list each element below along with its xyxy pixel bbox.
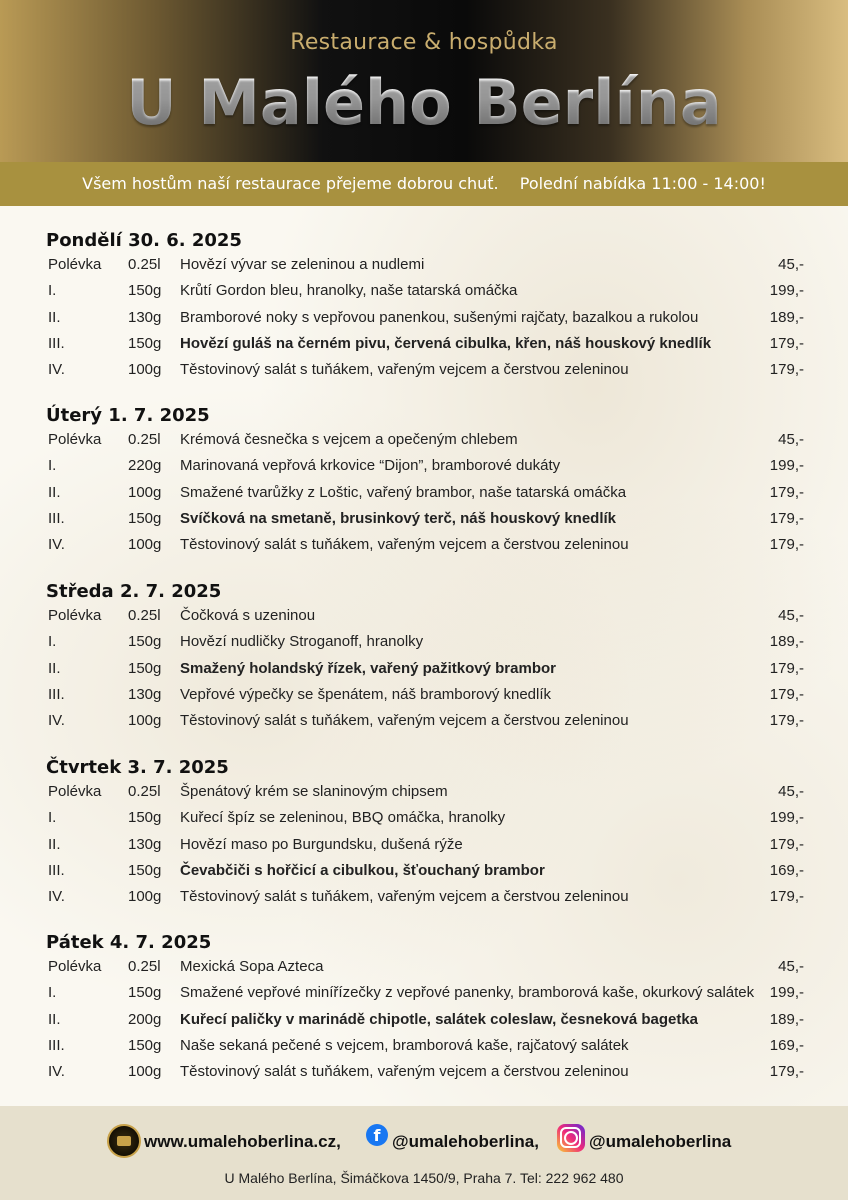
item-number: II. (48, 659, 61, 677)
day-title: Pondělí 30. 6. 2025 (46, 230, 242, 251)
item-number: Polévka (48, 431, 102, 448)
item-number: III. (48, 1036, 65, 1054)
item-name: Mexická Sopa Azteca (180, 958, 324, 975)
item-name: Těstovinový salát s tuňákem, vařeným vejcem a čerstvou zeleninou (180, 888, 629, 906)
restaurant-title: U Malého Berlína (0, 66, 848, 139)
item-price: 45,- (778, 431, 804, 448)
address: U Malého Berlína, Šimáčkova 1450/9, Praha 7. Tel: 222 962 480 (224, 1170, 624, 1186)
item-price: 179,- (769, 888, 804, 906)
item-portion: 0.25l (128, 256, 161, 273)
menu-item-row (0, 536, 848, 562)
item-portion: 100g (128, 483, 162, 501)
item-number: Polévka (48, 783, 102, 800)
item-number: II. (48, 835, 61, 853)
item-name: Těstovinový salát s tuňákem, vařeným vejcem a čerstvou zeleninou (180, 536, 629, 554)
item-price: 45,- (778, 256, 804, 273)
item-name: Marinovaná vepřová krkovice “Dijon”, bramborové dukáty (180, 457, 561, 475)
menu-item-row (0, 836, 848, 862)
day-title: Čtvrtek 3. 7. 2025 (46, 757, 229, 778)
item-name: Svíčková na smetaně, brusinkový terč, náš houskový knedlík (180, 509, 617, 527)
menu-item-row (0, 1063, 848, 1089)
item-number: I. (48, 457, 57, 475)
item-portion: 100g (128, 888, 162, 906)
item-price: 179,- (769, 361, 804, 379)
item-number: Polévka (48, 256, 102, 273)
item-name: Krémová česnečka s vejcem a opečeným chlebem (180, 431, 518, 448)
menu-item-row (0, 1011, 848, 1037)
item-number: IV. (48, 712, 65, 730)
item-name: Kuřecí špíz se zeleninou, BBQ omáčka, hranolky (180, 809, 506, 827)
menu-item-row (0, 660, 848, 686)
item-portion: 100g (128, 712, 162, 730)
menu-item-row (0, 712, 848, 738)
item-number: Polévka (48, 958, 102, 975)
menu-item-row (0, 431, 848, 457)
item-price: 179,- (769, 712, 804, 730)
item-number: II. (48, 308, 61, 326)
item-number: IV. (48, 536, 65, 554)
item-name: Smažené tvarůžky z Loštic, vařený brambor, naše tatarská omáčka (180, 483, 627, 501)
item-price: 179,- (769, 334, 804, 352)
item-portion: 150g (128, 984, 162, 1002)
facebook-icon[interactable]: f (366, 1124, 388, 1146)
item-name: Hovězí guláš na černém pivu, červená cibulka, křen, náš houskový knedlík (180, 334, 712, 352)
item-price: 45,- (778, 607, 804, 624)
menu-item-row (0, 510, 848, 536)
header (0, 0, 848, 162)
item-name: Naše sekaná pečené s vejcem, bramborová kaše, rajčatový salátek (180, 1036, 629, 1054)
menu-item-row (0, 457, 848, 483)
item-portion: 100g (128, 361, 162, 379)
item-price: 179,- (769, 835, 804, 853)
item-name: Těstovinový salát s tuňákem, vařeným vejcem a čerstvou zeleninou (180, 712, 629, 730)
item-portion: 0.25l (128, 431, 161, 448)
item-portion: 150g (128, 334, 162, 352)
greeting-text: Všem hostům naší restaurace přejeme dobrou chuť. (82, 174, 499, 193)
item-portion: 0.25l (128, 607, 161, 624)
item-number: II. (48, 483, 61, 501)
item-portion: 220g (128, 457, 162, 475)
item-number: IV. (48, 361, 65, 379)
instagram-icon[interactable] (557, 1124, 585, 1152)
item-name: Vepřové výpečky se špenátem, náš bramborový knedlík (180, 685, 552, 703)
item-number: IV. (48, 888, 65, 906)
item-number: IV. (48, 1063, 65, 1081)
item-price: 45,- (778, 958, 804, 975)
item-number: III. (48, 334, 65, 352)
menu-item-row (0, 633, 848, 659)
item-number: Polévka (48, 607, 102, 624)
item-number: III. (48, 509, 65, 527)
item-portion: 150g (128, 861, 162, 879)
item-portion: 150g (128, 633, 162, 651)
item-price: 199,- (769, 984, 804, 1002)
menu-item-row (0, 809, 848, 835)
menu-item-row (0, 256, 848, 282)
instagram-handle[interactable]: @umalehoberlina (589, 1132, 732, 1151)
item-name: Smažený holandský řízek, vařený pažitkový brambor (180, 659, 556, 677)
item-price: 179,- (769, 685, 804, 703)
item-portion: 130g (128, 835, 162, 853)
item-price: 179,- (769, 1063, 804, 1081)
item-number: III. (48, 685, 65, 703)
item-price: 179,- (769, 483, 804, 501)
item-name: Smažené vepřové minířízečky z vepřové panenky, bramborová kaše, okurkový salátek (180, 984, 755, 1002)
item-price: 169,- (769, 1036, 804, 1054)
website-link[interactable]: www.umalehoberlina.cz, (144, 1132, 341, 1151)
menu-item-row (0, 958, 848, 984)
item-portion: 150g (128, 659, 162, 677)
item-name: Špenátový krém se slaninovým chipsem (180, 783, 448, 800)
menu-item-row (0, 862, 848, 888)
greeting-banner (0, 162, 848, 206)
menu-item-row (0, 686, 848, 712)
item-number: I. (48, 282, 57, 300)
day-title: Pátek 4. 7. 2025 (46, 932, 212, 953)
restaurant-logo-icon (107, 1124, 141, 1158)
item-name: Hovězí nudličky Stroganoff, hranolky (180, 633, 424, 651)
item-number: II. (48, 1010, 61, 1028)
item-number: I. (48, 809, 57, 827)
item-portion: 150g (128, 282, 162, 300)
contact-line (0, 1124, 848, 1160)
menu-item-row (0, 888, 848, 914)
item-name: Kuřecí paličky v marinádě chipotle, salátek coleslaw, česneková bagetka (180, 1010, 699, 1028)
item-number: I. (48, 633, 57, 651)
item-number: III. (48, 861, 65, 879)
item-number: I. (48, 984, 57, 1002)
item-price: 179,- (769, 659, 804, 677)
item-portion: 130g (128, 308, 162, 326)
menu-item-row (0, 282, 848, 308)
item-name: Bramborové noky s vepřovou panenkou, sušenými rajčaty, bazalkou a rukolou (180, 308, 699, 326)
menu-item-row (0, 484, 848, 510)
item-portion: 150g (128, 809, 162, 827)
item-price: 189,- (769, 633, 804, 651)
item-portion: 200g (128, 1010, 162, 1028)
item-price: 179,- (769, 536, 804, 554)
menu-item-row (0, 1037, 848, 1063)
item-price: 179,- (769, 509, 804, 527)
item-portion: 150g (128, 1036, 162, 1054)
item-portion: 150g (128, 509, 162, 527)
item-portion: 0.25l (128, 958, 161, 975)
day-title: Úterý 1. 7. 2025 (46, 405, 210, 426)
footer (0, 1106, 848, 1200)
item-price: 189,- (769, 308, 804, 326)
item-price: 199,- (769, 282, 804, 300)
menu-item-row (0, 309, 848, 335)
item-price: 169,- (769, 861, 804, 879)
item-name: Těstovinový salát s tuňákem, vařeným vejcem a čerstvou zeleninou (180, 361, 629, 379)
item-price: 199,- (769, 457, 804, 475)
menu-item-row (0, 335, 848, 361)
menu-item-row (0, 607, 848, 633)
item-price: 189,- (769, 1010, 804, 1028)
menu-item-row (0, 361, 848, 387)
item-name: Hovězí vývar se zeleninou a nudlemi (180, 256, 425, 273)
item-name: Čočková s uzeninou (180, 607, 316, 624)
item-portion: 100g (128, 536, 162, 554)
restaurant-subtitle: Restaurace & hospůdka (290, 30, 558, 55)
item-portion: 0.25l (128, 783, 161, 800)
item-name: Hovězí maso po Burgundsku, dušená rýže (180, 835, 463, 853)
item-portion: 100g (128, 1063, 162, 1081)
item-name: Čevabčiči s hořčicí a cibulkou, šťouchaný brambor (180, 861, 545, 879)
item-portion: 130g (128, 685, 162, 703)
item-price: 45,- (778, 783, 804, 800)
item-price: 199,- (769, 809, 804, 827)
menu-item-row (0, 984, 848, 1010)
menu-item-row (0, 783, 848, 809)
lunch-hours-text: Polední nabídka 11:00 - 14:00! (519, 174, 766, 193)
facebook-handle[interactable]: @umalehoberlina, (392, 1132, 539, 1151)
item-name: Těstovinový salát s tuňákem, vařeným vejcem a čerstvou zeleninou (180, 1063, 629, 1081)
item-name: Krůtí Gordon bleu, hranolky, naše tatarská omáčka (180, 282, 518, 300)
day-title: Středa 2. 7. 2025 (46, 581, 222, 602)
